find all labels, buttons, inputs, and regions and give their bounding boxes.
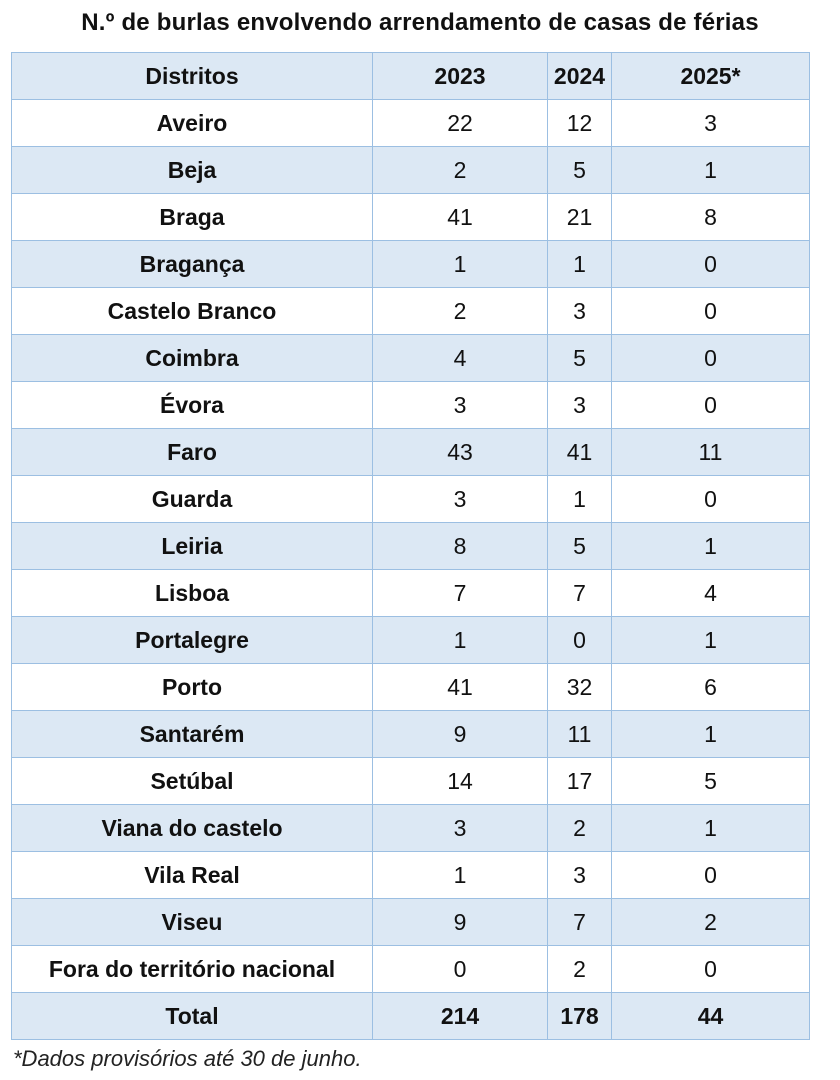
value-2024: 7 <box>548 570 612 617</box>
value-2025: 0 <box>612 476 810 523</box>
value-2024: 21 <box>548 194 612 241</box>
value-2024: 5 <box>548 523 612 570</box>
value-2023: 0 <box>373 946 548 993</box>
value-2025: 0 <box>612 288 810 335</box>
value-2023: 3 <box>373 805 548 852</box>
table-row <box>12 429 810 476</box>
district-name: Bragança <box>12 241 373 288</box>
value-2025: 0 <box>612 946 810 993</box>
value-2023: 9 <box>373 711 548 758</box>
value-2024: 5 <box>548 335 612 382</box>
district-name: Beja <box>12 147 373 194</box>
table-row <box>12 523 810 570</box>
total-2023: 214 <box>373 993 548 1040</box>
value-2024: 3 <box>548 382 612 429</box>
table-row <box>12 805 810 852</box>
value-2023: 3 <box>373 476 548 523</box>
value-2024: 12 <box>548 100 612 147</box>
table-row <box>12 194 810 241</box>
value-2023: 1 <box>373 852 548 899</box>
value-2023: 3 <box>373 382 548 429</box>
value-2024: 17 <box>548 758 612 805</box>
value-2023: 43 <box>373 429 548 476</box>
value-2025: 6 <box>612 664 810 711</box>
value-2025: 3 <box>612 100 810 147</box>
district-name: Portalegre <box>12 617 373 664</box>
district-name: Porto <box>12 664 373 711</box>
value-2025: 1 <box>612 711 810 758</box>
value-2023: 7 <box>373 570 548 617</box>
total-label: Total <box>12 993 373 1040</box>
value-2025: 4 <box>612 570 810 617</box>
value-2023: 2 <box>373 288 548 335</box>
district-name: Santarém <box>12 711 373 758</box>
value-2023: 41 <box>373 194 548 241</box>
district-name: Aveiro <box>12 100 373 147</box>
value-2025: 1 <box>612 147 810 194</box>
footnote: *Dados provisórios até 30 de junho. <box>13 1046 362 1071</box>
district-name: Évora <box>12 382 373 429</box>
table-row <box>12 899 810 946</box>
table-row <box>12 758 810 805</box>
value-2023: 4 <box>373 335 548 382</box>
value-2024: 32 <box>548 664 612 711</box>
column-header-2023: 2023 <box>373 53 548 100</box>
table-row <box>12 335 810 382</box>
value-2024: 0 <box>548 617 612 664</box>
district-name: Vila Real <box>12 852 373 899</box>
table-row <box>12 617 810 664</box>
district-name: Coimbra <box>12 335 373 382</box>
data-table <box>11 52 810 1040</box>
value-2024: 11 <box>548 711 612 758</box>
value-2024: 2 <box>548 805 612 852</box>
column-header-2024: 2024 <box>548 53 612 100</box>
table-row <box>12 476 810 523</box>
value-2025: 5 <box>612 758 810 805</box>
table-row <box>12 946 810 993</box>
table-row <box>12 852 810 899</box>
value-2025: 2 <box>612 899 810 946</box>
district-name: Setúbal <box>12 758 373 805</box>
value-2024: 1 <box>548 241 612 288</box>
table-row <box>12 241 810 288</box>
value-2023: 1 <box>373 241 548 288</box>
table-row <box>12 288 810 335</box>
district-name: Braga <box>12 194 373 241</box>
value-2024: 3 <box>548 852 612 899</box>
table-row <box>12 147 810 194</box>
column-header-2025: 2025* <box>612 53 810 100</box>
value-2025: 1 <box>612 523 810 570</box>
value-2024: 1 <box>548 476 612 523</box>
table-row <box>12 711 810 758</box>
value-2023: 22 <box>373 100 548 147</box>
district-name: Viseu <box>12 899 373 946</box>
value-2023: 2 <box>373 147 548 194</box>
district-name: Leiria <box>12 523 373 570</box>
column-header-distritos: Distritos <box>12 53 373 100</box>
value-2025: 0 <box>612 382 810 429</box>
value-2025: 0 <box>612 852 810 899</box>
district-name: Lisboa <box>12 570 373 617</box>
value-2024: 2 <box>548 946 612 993</box>
district-name: Viana do castelo <box>12 805 373 852</box>
value-2025: 11 <box>612 429 810 476</box>
value-2023: 9 <box>373 899 548 946</box>
total-row <box>12 993 810 1040</box>
table-row <box>12 100 810 147</box>
district-name: Guarda <box>12 476 373 523</box>
value-2024: 7 <box>548 899 612 946</box>
header-row <box>12 53 810 100</box>
value-2023: 1 <box>373 617 548 664</box>
value-2024: 5 <box>548 147 612 194</box>
value-2023: 41 <box>373 664 548 711</box>
value-2025: 0 <box>612 335 810 382</box>
district-name: Castelo Branco <box>12 288 373 335</box>
table-row <box>12 570 810 617</box>
total-2025: 44 <box>612 993 810 1040</box>
total-2024: 178 <box>548 993 612 1040</box>
table-row <box>12 382 810 429</box>
table-row <box>12 664 810 711</box>
value-2025: 8 <box>612 194 810 241</box>
value-2023: 14 <box>373 758 548 805</box>
district-name: Fora do território nacional <box>12 946 373 993</box>
value-2025: 1 <box>612 617 810 664</box>
district-name: Faro <box>12 429 373 476</box>
value-2024: 41 <box>548 429 612 476</box>
value-2025: 1 <box>612 805 810 852</box>
value-2023: 8 <box>373 523 548 570</box>
value-2024: 3 <box>548 288 612 335</box>
value-2025: 0 <box>612 241 810 288</box>
table-title: N.º de burlas envolvendo arrendamento de casas de férias <box>81 9 759 36</box>
table-body <box>12 100 810 993</box>
